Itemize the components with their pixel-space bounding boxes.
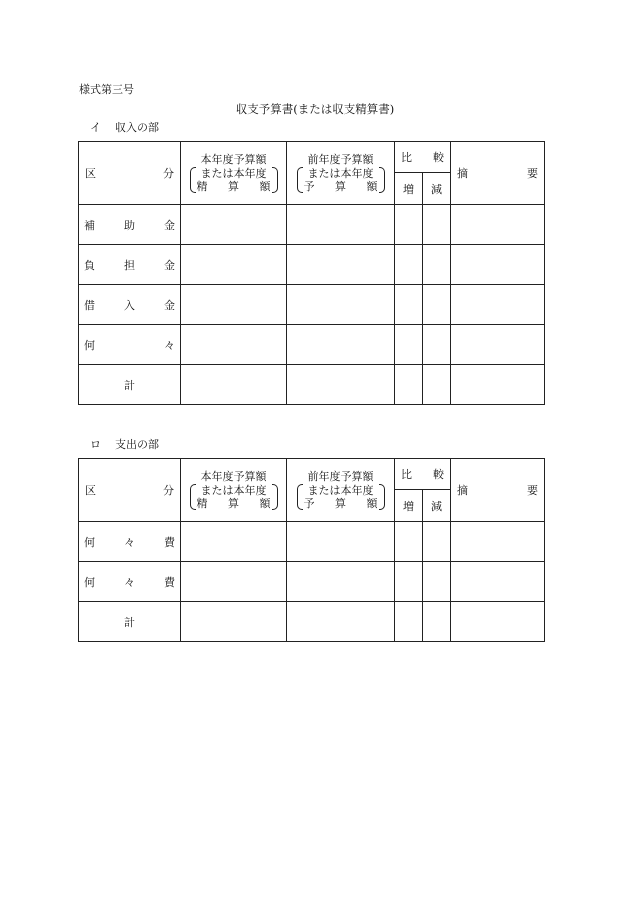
- document-title: 収支予算書(または収支精算書): [235, 102, 395, 116]
- header-kubun: 区 分: [79, 459, 181, 522]
- header-previous-amount: 前年度予算額 または本年度 予 算 額: [287, 459, 395, 522]
- cell-previous[interactable]: [287, 365, 395, 405]
- cell-current[interactable]: [181, 562, 287, 602]
- table-row: [79, 205, 545, 245]
- cell-increase[interactable]: [395, 325, 423, 365]
- cell-previous[interactable]: [287, 285, 395, 325]
- cell-current[interactable]: [181, 365, 287, 405]
- cell-previous[interactable]: [287, 205, 395, 245]
- income-section-mark: イ: [90, 121, 101, 134]
- header-decrease: 減: [423, 490, 451, 522]
- header-increase: 増: [395, 173, 423, 205]
- cell-note[interactable]: [451, 562, 545, 602]
- expense-table: [78, 458, 545, 642]
- cell-decrease[interactable]: [423, 365, 451, 405]
- income-section-title: [90, 119, 159, 135]
- table-row: [79, 522, 545, 562]
- row-label: 何 々: [79, 325, 181, 365]
- cell-decrease[interactable]: [423, 285, 451, 325]
- bracket-group: または本年度 予 算 額: [298, 484, 384, 510]
- expense-section-title: [90, 436, 159, 452]
- cell-increase[interactable]: [395, 285, 423, 325]
- cell-previous[interactable]: [287, 562, 395, 602]
- header-note: 摘 要: [451, 142, 545, 205]
- header-comparison: 比 較: [395, 459, 451, 490]
- bracket-group: または本年度 精 算 額: [191, 484, 277, 510]
- total-row: [79, 365, 545, 405]
- cell-decrease[interactable]: [423, 602, 451, 642]
- header-increase: 増: [395, 490, 423, 522]
- cell-decrease[interactable]: [423, 562, 451, 602]
- row-label: 借 入 金: [79, 285, 181, 325]
- cell-note[interactable]: [451, 205, 545, 245]
- cell-current[interactable]: [181, 325, 287, 365]
- row-label: 負 担 金: [79, 245, 181, 285]
- row-label: 補 助 金: [79, 205, 181, 245]
- cell-current[interactable]: [181, 522, 287, 562]
- cell-decrease[interactable]: [423, 522, 451, 562]
- cell-previous[interactable]: [287, 522, 395, 562]
- cell-increase[interactable]: [395, 365, 423, 405]
- bracket-group: または本年度 精 算 額: [191, 167, 277, 193]
- cell-note[interactable]: [451, 365, 545, 405]
- cell-note[interactable]: [451, 522, 545, 562]
- total-label: 計: [79, 602, 181, 642]
- cell-current[interactable]: [181, 245, 287, 285]
- cell-previous[interactable]: [287, 245, 395, 285]
- total-row: [79, 602, 545, 642]
- header-current-amount: 本年度予算額 または本年度 精 算 額: [181, 142, 287, 205]
- cell-decrease[interactable]: [423, 325, 451, 365]
- table-row: [79, 245, 545, 285]
- expense-section-mark: ロ: [90, 438, 101, 451]
- cell-increase[interactable]: [395, 245, 423, 285]
- cell-previous[interactable]: [287, 325, 395, 365]
- header-comparison: 比 較: [395, 142, 451, 173]
- table-row: [79, 325, 545, 365]
- cell-increase[interactable]: [395, 562, 423, 602]
- table-row: [79, 562, 545, 602]
- cell-current[interactable]: [181, 602, 287, 642]
- header-current-amount: 本年度予算額 または本年度 精 算 額: [181, 459, 287, 522]
- cell-increase[interactable]: [395, 522, 423, 562]
- header-note: 摘 要: [451, 459, 545, 522]
- income-table: [78, 141, 545, 405]
- cell-decrease[interactable]: [423, 245, 451, 285]
- header-decrease: 減: [423, 173, 451, 205]
- cell-current[interactable]: [181, 205, 287, 245]
- cell-note[interactable]: [451, 285, 545, 325]
- row-label: 何 々 費: [79, 562, 181, 602]
- income-section-label: 収入の部: [115, 121, 159, 134]
- total-label: 計: [79, 365, 181, 405]
- row-label: 何 々 費: [79, 522, 181, 562]
- table-row: [79, 285, 545, 325]
- bracket-group: または本年度 予 算 額: [298, 167, 384, 193]
- cell-current[interactable]: [181, 285, 287, 325]
- expense-section-label: 支出の部: [115, 438, 159, 451]
- cell-decrease[interactable]: [423, 205, 451, 245]
- cell-increase[interactable]: [395, 602, 423, 642]
- form-number-label: 様式第三号: [79, 83, 134, 96]
- cell-previous[interactable]: [287, 602, 395, 642]
- cell-note[interactable]: [451, 245, 545, 285]
- cell-note[interactable]: [451, 325, 545, 365]
- cell-increase[interactable]: [395, 205, 423, 245]
- cell-note[interactable]: [451, 602, 545, 642]
- header-previous-amount: 前年度予算額 または本年度 予 算 額: [287, 142, 395, 205]
- header-kubun: 区 分: [79, 142, 181, 205]
